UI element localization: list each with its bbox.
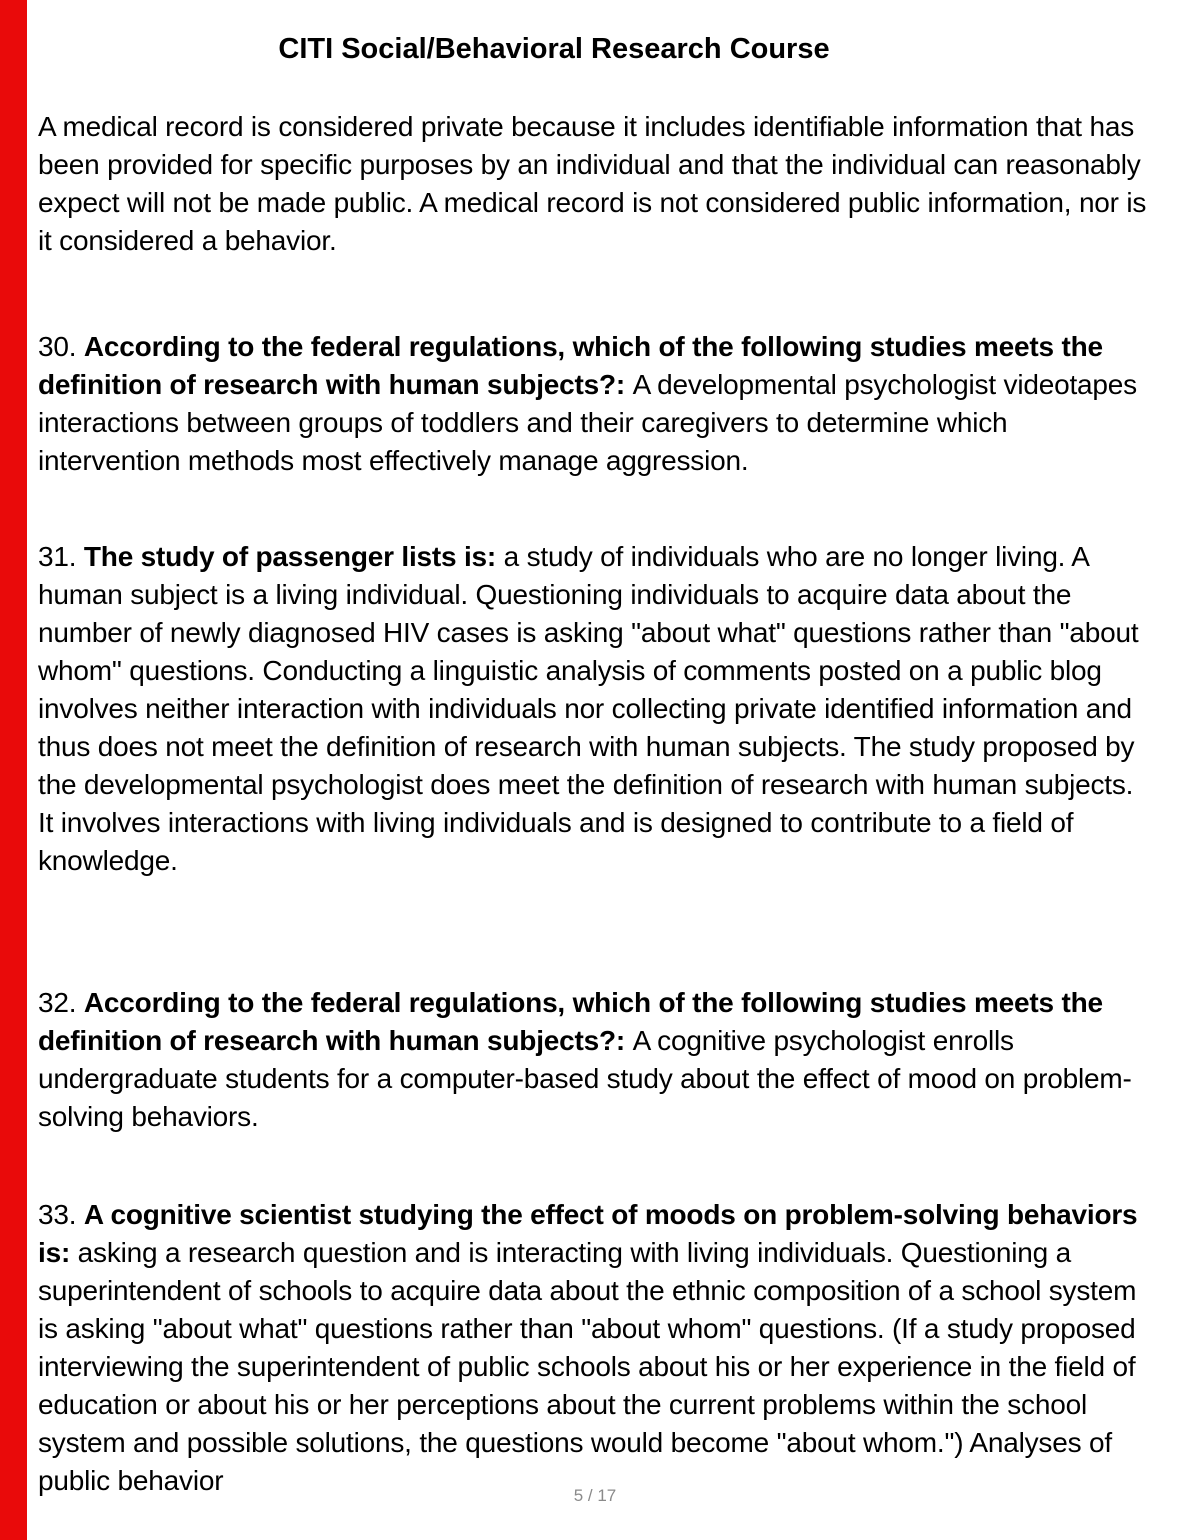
question-31-bold-lead: The study of passenger lists is: [83,541,504,572]
page-number: 5 / 17 [573,1486,617,1505]
question-30-body: A developmental psychologist videotapes interactions between groups of toddlers and their caregivers to determine which intervention methods most effectively manage aggression. [38,369,1137,476]
intro-text: A medical record is considered private because it includes identifiable information that has been provided for specific purposes by an individual and that the individual can reasonably expect will not be made public. A medical record is not considered public information, nor is it considered a behavior. [38,111,1147,256]
question-item-32 [38,984,1150,1136]
question-30-bold-lead: According to the federal regulations, which of the following studies meets the definition of research with human subjects?: [38,331,1103,400]
question-item-33 [38,1196,1150,1500]
intro-paragraph [38,108,1150,260]
question-32-bold-lead: According to the federal regulations, which of the following studies meets the definition of research with human subjects?: [38,987,1103,1056]
question-32-number: 32. [38,987,84,1018]
page-title: CITI Social/Behavioral Research Course [278,33,830,65]
question-item-31 [38,538,1150,880]
question-33-bold-lead: A cognitive scientist studying the effect of moods on problem-solving behaviors is: [38,1199,1138,1268]
question-33-number: 33. [38,1199,84,1230]
question-31-number: 31. [38,541,84,572]
question-30-number: 30. [38,331,84,362]
left-accent-bar [0,0,27,1540]
question-item-30 [38,328,1150,480]
question-32-body: A cognitive psychologist enrolls undergraduate students for a computer-based study about the effect of mood on problem-solving behaviors. [38,1025,1132,1132]
document-content [38,0,1150,1500]
question-31-body: a study of individuals who are no longer living. A human subject is a living individual. Questioning individuals to acquire data about the number of newly diagnosed HIV cases is asking "about what" questions rather than "about whom" questions. Conducting a linguistic analysis of comments posted on a public blog involves neither interaction with individuals nor collecting private identified information and thus does not meet the definition of research with human subjects. The study proposed by the developmental psychologist does meet the definition of research with human subjects. It involves interactions with living individuals and is designed to contribute to a field of knowledge. [38,541,1139,876]
question-33-body: asking a research question and is interacting with living individuals. Questioning a superintendent of schools to acquire data about the ethnic composition of a school system is asking "about what" questions rather than "about whom" questions. (If a study proposed interviewing the superintendent of public schools about his or her experience in the field of education or about his or her perceptions about the current problems within the school system and possible solutions, the questions would become "about whom.") Analyses of public behavior [38,1237,1137,1496]
